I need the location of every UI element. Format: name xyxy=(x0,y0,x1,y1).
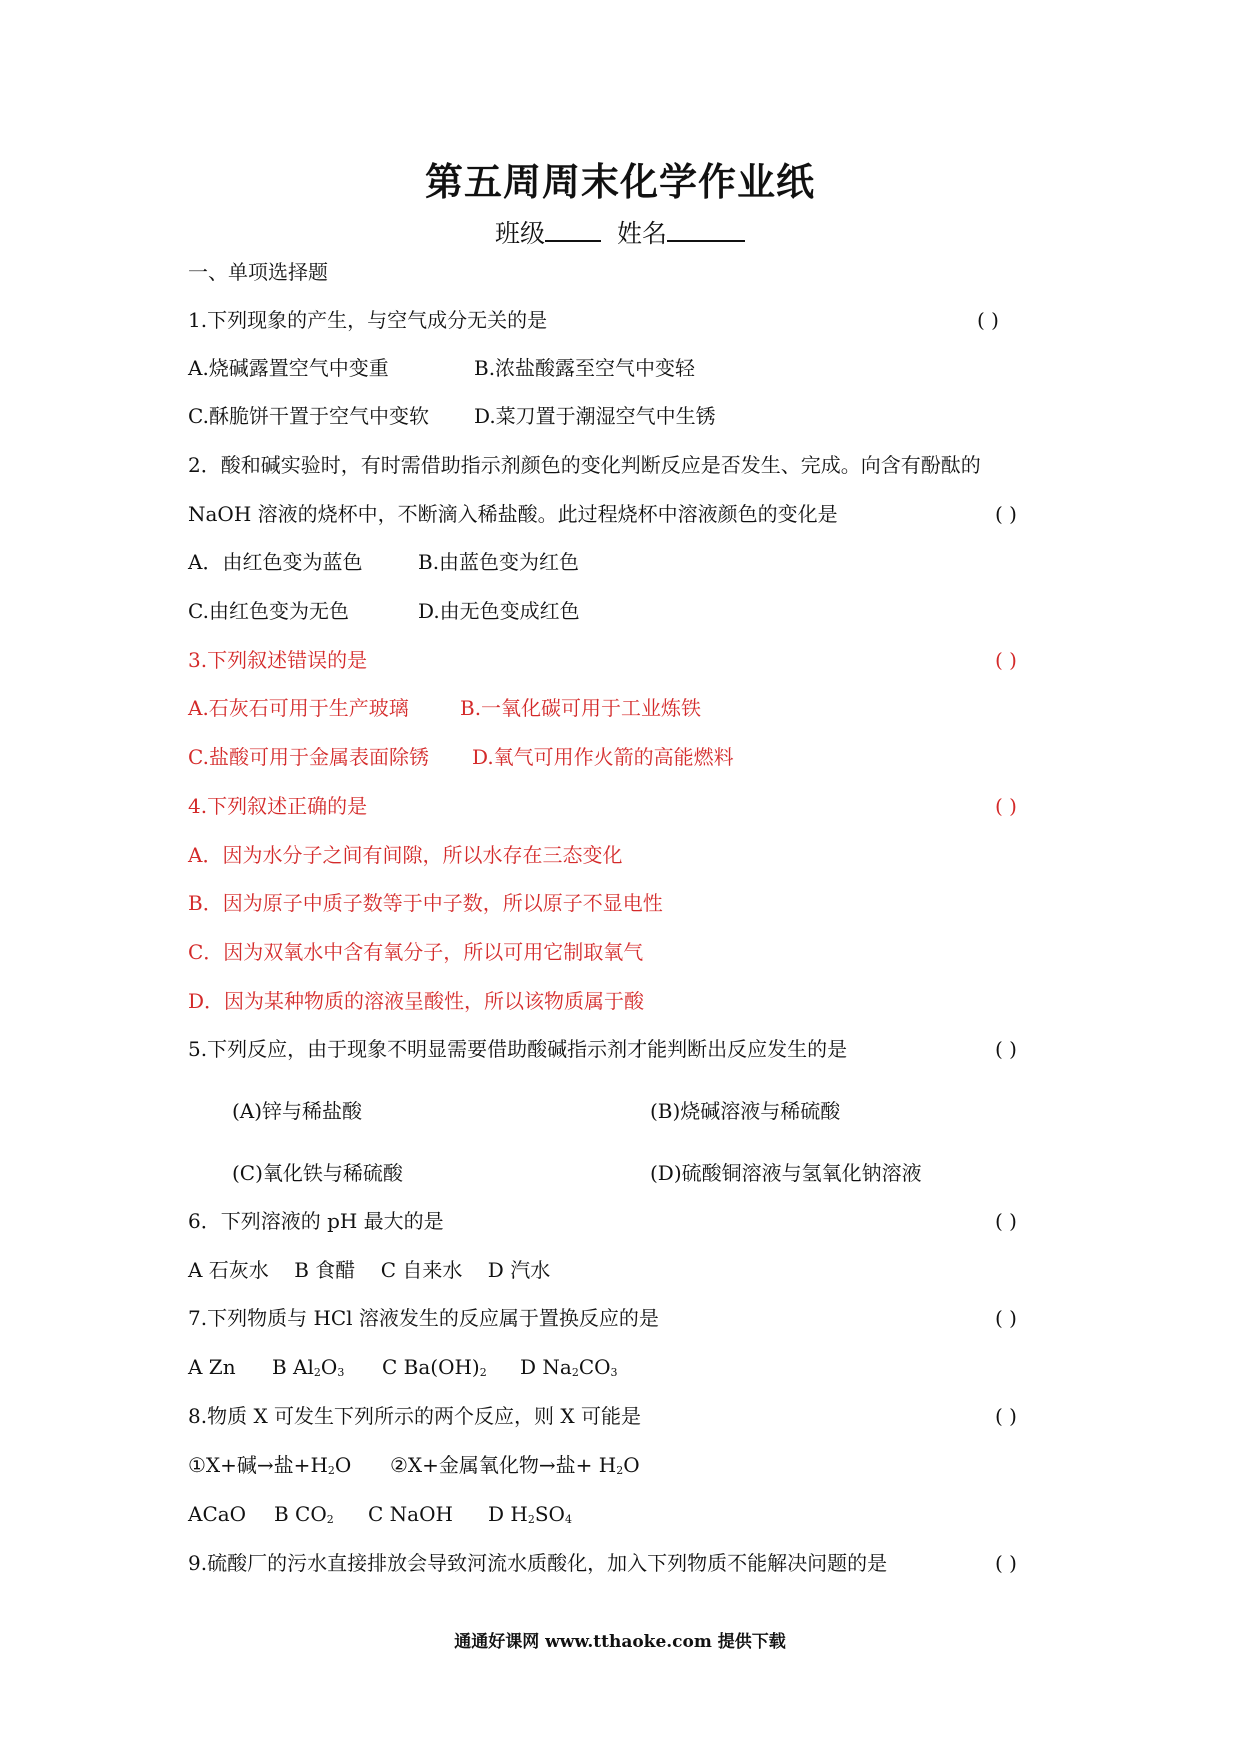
q2-option-d: D.由无色变成红色 xyxy=(418,599,580,623)
section-heading: 一、单项选择题 xyxy=(188,260,328,284)
q4-answer-paren: ( ) xyxy=(995,794,1017,818)
q7-answer-paren: ( ) xyxy=(995,1306,1017,1330)
q1-option-b: B.浓盐酸露至空气中变轻 xyxy=(474,356,696,380)
q8-reaction-2: ②X+金属氧化物→盐+ $H_2O$ xyxy=(390,1453,640,1477)
q5-stem: 5.下列反应，由于现象不明显需要借助酸碱指示剂才能判断出反应发生的是 xyxy=(188,1037,848,1061)
q7-option-d: D $Na_2CO_3$ xyxy=(520,1355,618,1379)
q4-option-b: B．因为原子中质子数等于中子数，所以原子不显电性 xyxy=(188,891,663,915)
class-label: 班级 xyxy=(495,219,546,248)
q2-stem-line2: NaOH 溶液的烧杯中，不断滴入稀盐酸。此过程烧杯中溶液颜色的变化是 xyxy=(188,502,838,526)
q2-option-b: B.由蓝色变为红色 xyxy=(418,550,580,574)
q8-answer-paren: ( ) xyxy=(995,1404,1017,1428)
q6-answer-paren: ( ) xyxy=(995,1209,1017,1233)
q6-stem: 6．下列溶液的 pH 最大的是 xyxy=(188,1209,444,1233)
q4-option-c: C．因为双氧水中含有氧分子，所以可用它制取氧气 xyxy=(188,940,644,964)
q3-option-c: C.盐酸可用于金属表面除锈 xyxy=(188,745,429,769)
q7-stem: 7.下列物质与 HCl 溶液发生的反应属于置换反应的是 xyxy=(188,1306,659,1330)
q1-option-c: C.酥脆饼干置于空气中变软 xyxy=(188,404,429,428)
q3-option-d: D.氧气可用作火箭的高能燃料 xyxy=(472,745,734,769)
q5-answer-paren: ( ) xyxy=(995,1037,1017,1061)
q1-answer-paren: ( ) xyxy=(977,308,999,332)
q3-option-b: B.一氧化碳可用于工业炼铁 xyxy=(460,696,702,720)
name-label: 姓名 xyxy=(616,219,667,248)
q1-option-d: D.菜刀置于潮湿空气中生锈 xyxy=(474,404,716,428)
q5-option-a: (A)锌与稀盐酸 xyxy=(232,1099,363,1123)
q8-option-b: B $CO_2$ xyxy=(274,1502,334,1526)
q3-answer-paren: ( ) xyxy=(995,648,1017,672)
q7-option-b: B $Al_2O_3$ xyxy=(272,1355,345,1379)
q8-reaction-1: ①X+碱→盐$+H_2O$ xyxy=(188,1453,352,1477)
q2-answer-paren: ( ) xyxy=(995,502,1017,526)
q3-option-a: A.石灰石可用于生产玻璃 xyxy=(188,696,409,720)
q8-stem: 8.物质 X 可发生下列所示的两个反应，则 X 可能是 xyxy=(188,1404,641,1428)
q8-option-d: D $H_2SO_4$ xyxy=(488,1502,572,1526)
student-info xyxy=(0,218,1240,246)
q7-option-a: A Zn xyxy=(188,1355,236,1379)
q4-option-d: D．因为某种物质的溶液呈酸性，所以该物质属于酸 xyxy=(188,989,645,1013)
q4-stem: 4.下列叙述正确的是 xyxy=(188,794,368,818)
q9-stem: 9.硫酸厂的污水直接排放会导致河流水质酸化，加入下列物质不能解决问题的是 xyxy=(188,1551,888,1575)
footer-credit: 通通好课网 www.tthaoke.com 提供下载 xyxy=(454,1632,786,1652)
q5-option-c: (C)氧化铁与稀硫酸 xyxy=(232,1161,403,1185)
q4-option-a: A．因为水分子之间有间隙，所以水存在三态变化 xyxy=(188,843,623,867)
q7-option-c: C $Ba(OH)_2$ xyxy=(382,1355,487,1379)
q2-option-a: A．由红色变为蓝色 xyxy=(188,550,363,574)
q3-stem: 3.下列叙述错误的是 xyxy=(188,648,368,672)
q5-option-d: (D)硫酸铜溶液与氢氧化钠溶液 xyxy=(650,1161,922,1185)
q6-options: A 石灰水 B 食醋 C 自来水 D 汽水 xyxy=(188,1258,551,1282)
q5-option-b: (B)烧碱溶液与稀硫酸 xyxy=(650,1099,841,1123)
q2-stem-line1: 2．酸和碱实验时，有时需借助指示剂颜色的变化判断反应是否发生、完成。向含有酚酞的 xyxy=(188,453,981,477)
q8-option-a: ACaO xyxy=(188,1502,247,1526)
q1-stem: 1.下列现象的产生，与空气成分无关的是 xyxy=(188,308,548,332)
name-blank xyxy=(667,218,745,242)
page-title: 第五周周末化学作业纸 xyxy=(424,159,815,204)
class-blank xyxy=(545,218,601,242)
q1-option-a: A.烧碱露置空气中变重 xyxy=(188,356,389,380)
q9-answer-paren: ( ) xyxy=(995,1551,1017,1575)
q2-option-c: C.由红色变为无色 xyxy=(188,599,349,623)
q8-option-c: C NaOH xyxy=(368,1502,453,1526)
